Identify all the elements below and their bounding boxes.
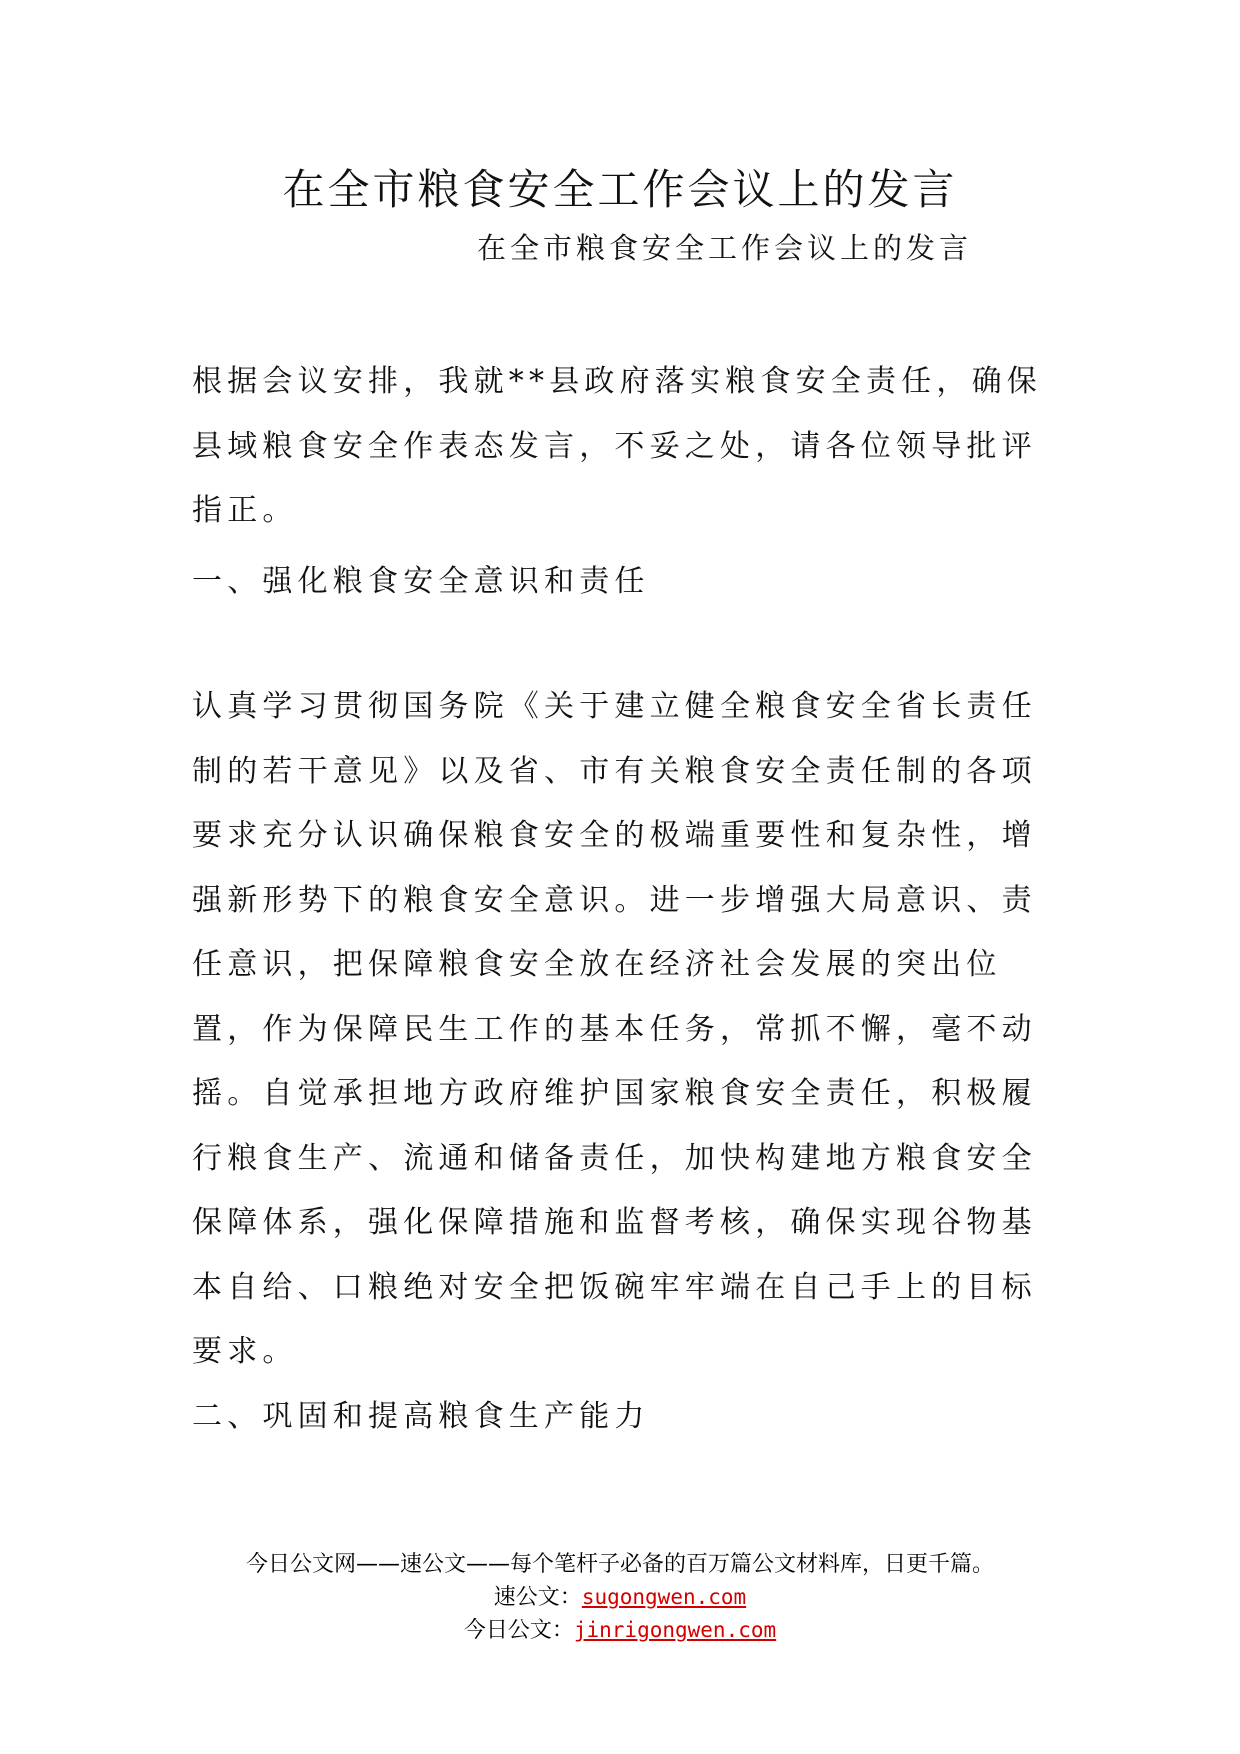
section-2-heading: 二、巩固和提高粮食生产能力 [192, 1399, 650, 1434]
footer-slogan: 今日公文网——速公文——每个笔杆子必备的百万篇公文材料库，日更千篇。 [245, 1552, 994, 1577]
section-1-heading: 一、强化粮食安全意识和责任 [192, 564, 650, 599]
footer-link-row-2 [0, 1614, 1240, 1647]
jinrigongwen-link[interactable]: jinrigongwen.com [573, 1618, 777, 1642]
footer-link-2-label: 今日公文： [463, 1618, 574, 1643]
footer [0, 1548, 1240, 1647]
section-1-paragraph: 认真学习贯彻国务院《关于建立健全粮食安全省长责任制的若干意见》以及省、市有关粮食安全责任制的各项要求充分认识确保粮食安全的极端重要性和复杂性，增强新形势下的粮食安全意识。进一步增强大局意识、责任意识，把保障粮食安全放在经济社会发展的突出位置，作为保障民生工作的基本任务，常抓不懈，毫不动摇。自觉承担地方政府维护国家粮食安全责任，积极履行粮食生产、流通和储备责任，加快构建地方粮食安全保障体系，强化保障措施和监督考核，确保实现谷物基本自给、口粮绝对安全把饭碗牢牢端在自己手上的目标要求。 [192, 689, 1037, 1369]
intro-paragraph: 根据会议安排，我就**县政府落实粮食安全责任，确保县域粮食安全作表态发言，不妥之处，请各位领导批评指正。 [192, 364, 1042, 528]
document-subtitle: 在全市粮食安全工作会议上的发言 [476, 231, 972, 265]
footer-link-1-label: 速公文： [493, 1585, 582, 1610]
footer-link-row-1 [0, 1581, 1240, 1614]
document-title: 在全市粮食安全工作会议上的发言 [282, 165, 958, 214]
sugongwen-link[interactable]: sugongwen.com [581, 1585, 747, 1609]
